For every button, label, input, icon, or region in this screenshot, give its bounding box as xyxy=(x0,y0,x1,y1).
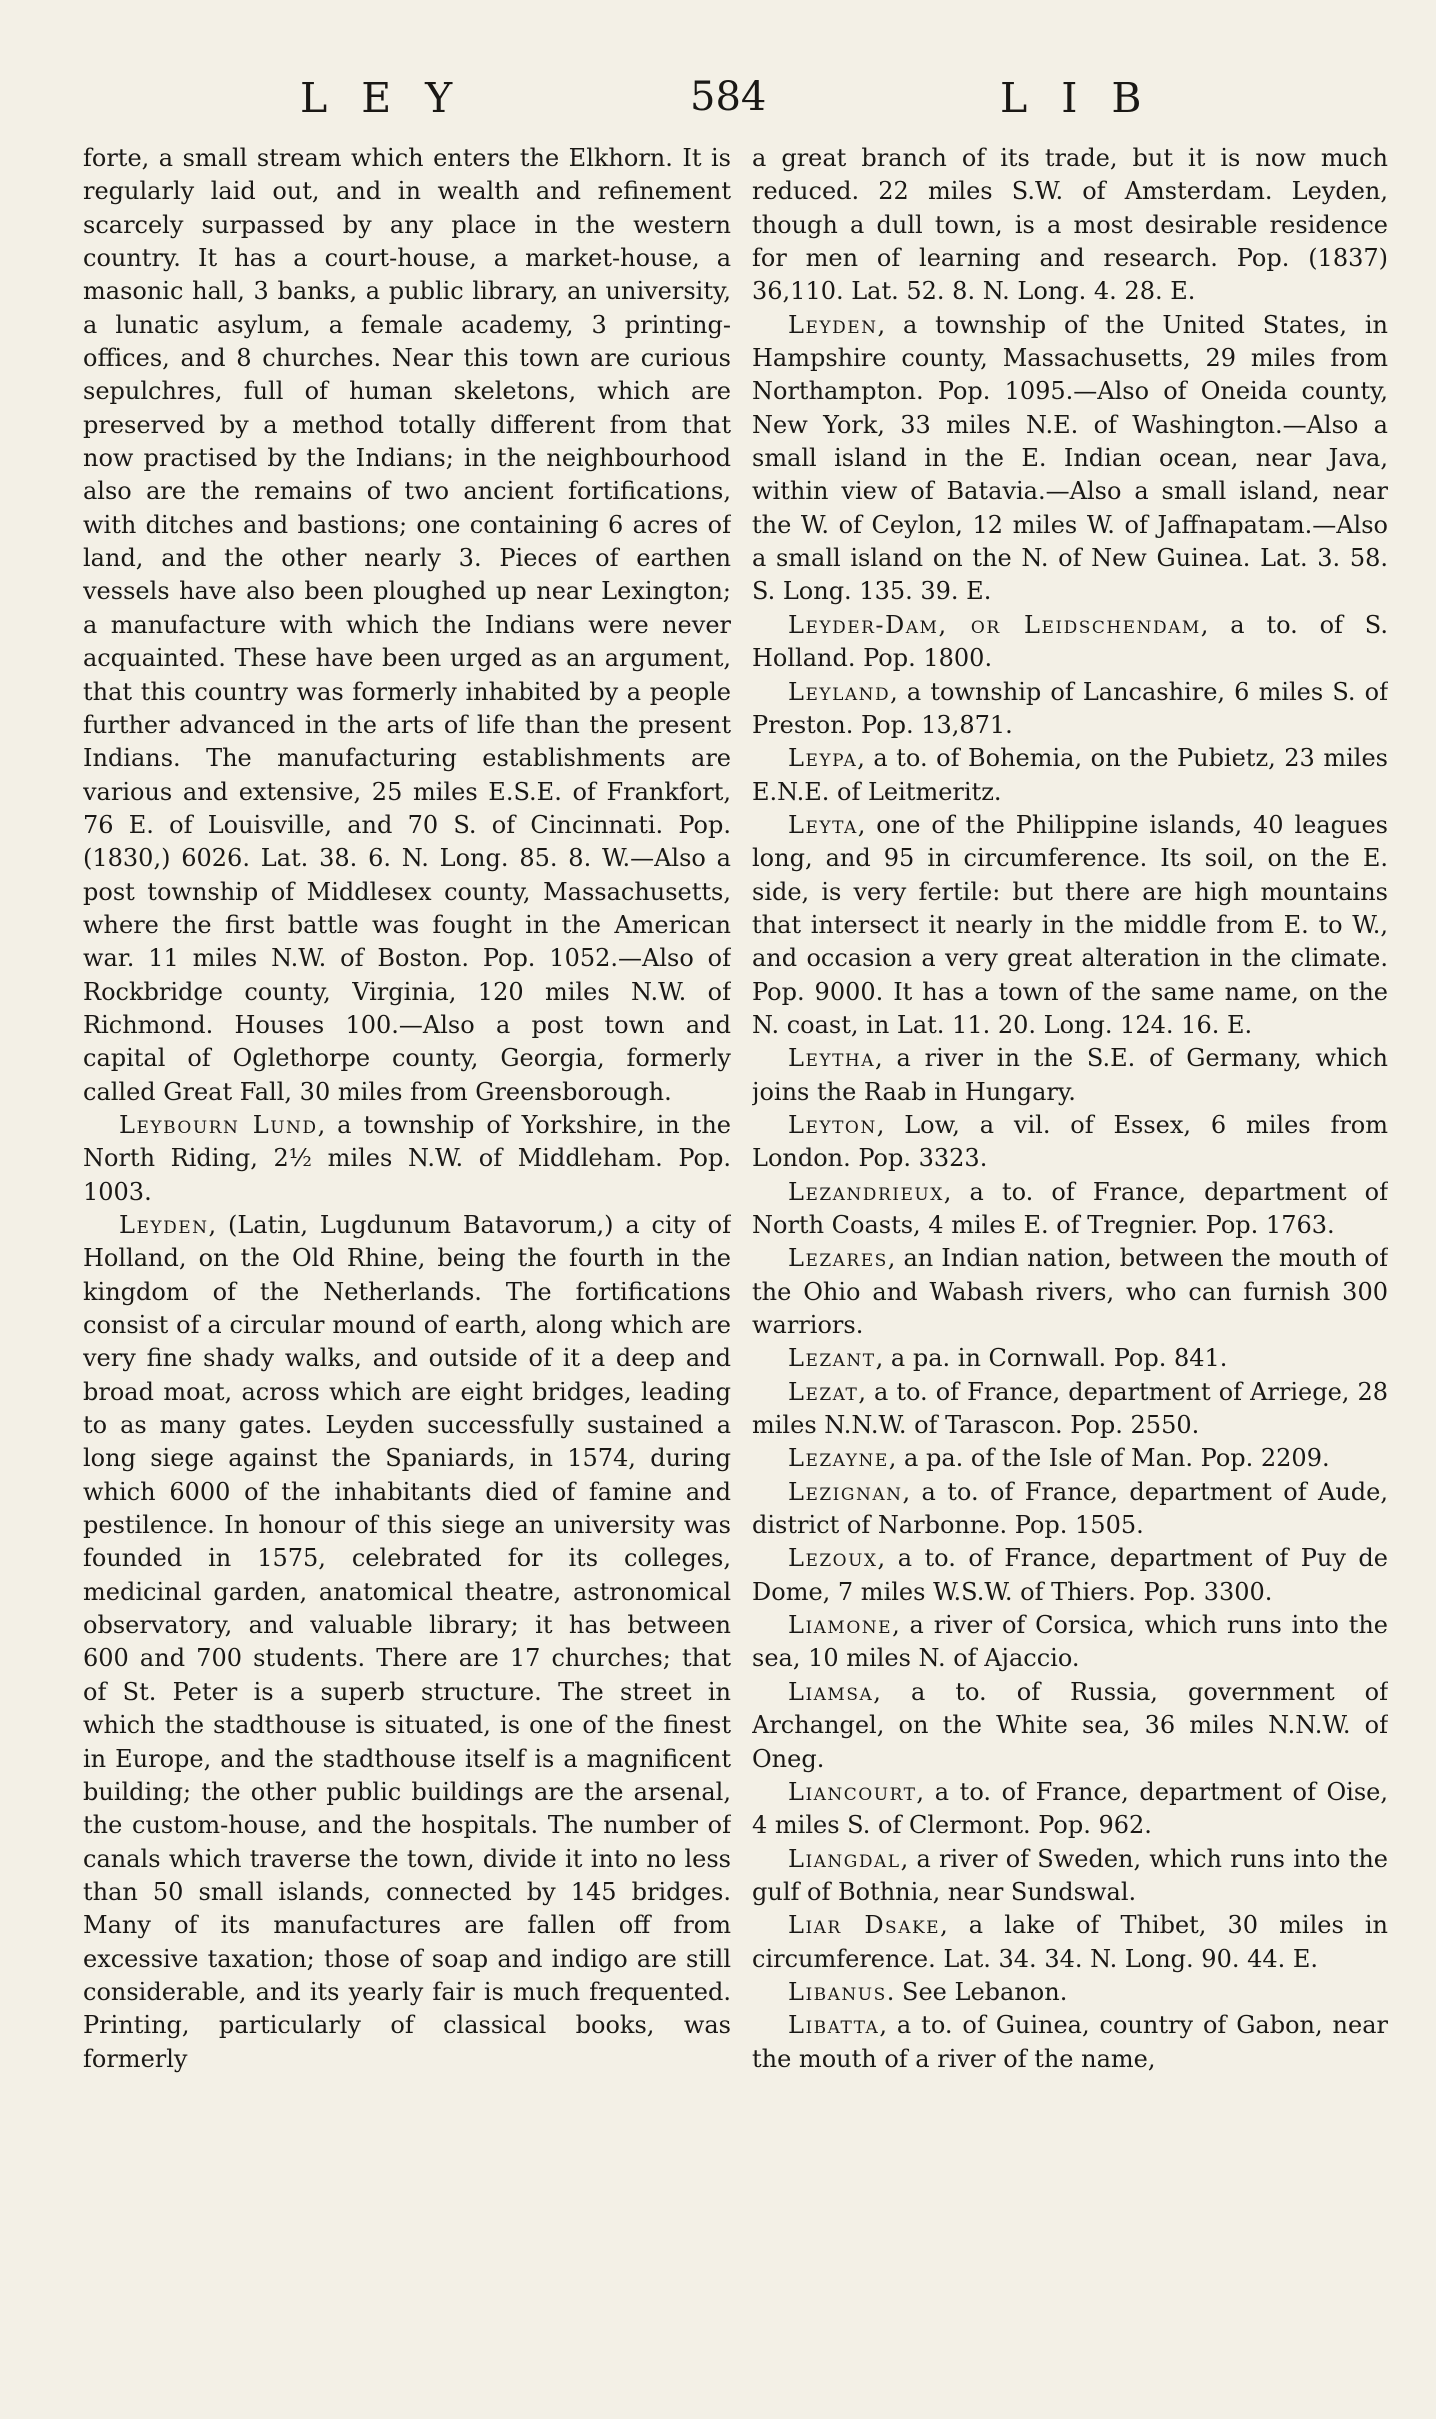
gazetteer-entry xyxy=(752,1676,1388,1776)
entry-text: , a to. of Bohemia, on the Pubietz, 23 miles E.N.E. of Leitmeritz. xyxy=(752,744,1388,806)
gazetteer-entry xyxy=(752,676,1388,743)
gazetteer-entry xyxy=(752,2009,1388,2076)
entry-headword: Liamsa xyxy=(788,1677,874,1706)
header-left-guide: LEY xyxy=(300,74,487,122)
entry-headword: Lezayne xyxy=(788,1444,889,1473)
entry-headword: Libanus xyxy=(788,1977,887,2006)
entry-text: a great branch of its trade, but it is now much reduced. 22 miles S.W. of Amsterdam. Leyden, though a dull town, is a most desirable residence for men of learning and research. Pop. (1837) 36,110. Lat. 52. 8. N. Long. 4. 28. E. xyxy=(752,144,1388,306)
entry-headword: Leyder-Dam, or Leidschendam xyxy=(788,610,1201,639)
entry-headword: Liamone xyxy=(788,1611,893,1640)
entry-text: , one of the Philippine islands, 40 leagues long, and 95 in circumference. Its soil, on the E. side, is very fertile: but there are high mountains that intersect it nearly in the middle from E. to W., and occasion a very great alteration in the climate. Pop. 9000. It has a town of the same name, on the N. coast, in Lat. 11. 20. Long. 124. 16. E. xyxy=(752,810,1388,1039)
entry-text: , a pa. of the Isle of Man. Pop. 2209. xyxy=(888,1444,1330,1473)
entry-headword: Leyta xyxy=(788,810,858,839)
entry-text: , (Latin, Lugdunum Batavorum,) a city of Holland, on the Old Rhine, being the fourth in the kingdom of the Netherlands. The fortifications consist of a circular mound of earth, along which are very fine shady walks, and outside of it a deep and broad moat, across which are eight bridges, leading to as many gates. Leyden successfully sustained a long siege against the Spaniards, in 1574, during which 6000 of the inhabitants died of famine and pestilence. In honour of this siege an university was founded in 1575, celebrated for its colleges, medicinal garden, anatomical theatre, astronomical observatory, and valuable library; it has between 600 and 700 students. There are 17 churches; that of St. Peter is a superb structure. The street in which the stadthouse is situated, is one of the finest in Europe, and the stadthouse itself is a magnificent building; the other public buildings are the arsenal, the custom-house, and the hospitals. The number of canals which traverse the town, divide it into no less than 50 small islands, connected by 145 bridges. Many of its manufactures are fallen off from excessive taxation; those of soap and indigo are still considerable, and its yearly fair is much frequented. Printing, particularly of classical books, was formerly xyxy=(83,1211,731,2073)
gazetteer-entry xyxy=(752,809,1388,1042)
gazetteer-entry xyxy=(752,1342,1388,1375)
entry-headword: Lezares xyxy=(788,1244,888,1273)
gazetteer-entry xyxy=(752,609,1388,676)
entry-headword: Lezoux xyxy=(788,1544,878,1573)
entry-headword: Leyden xyxy=(119,1211,209,1239)
entry-text: , a to. of Guinea, country of Gabon, near the mouth of a river of the name, xyxy=(752,2011,1388,2073)
entry-text: , a pa. in Cornwall. Pop. 841. xyxy=(875,1344,1228,1373)
entry-text: , a township of Lancashire, 6 miles S. of Preston. Pop. 13,871. xyxy=(752,677,1388,739)
entry-text: , a river of Corsica, which runs into the sea, 10 miles N. of Ajaccio. xyxy=(752,1611,1388,1673)
entry-text: , a to. of France, department of Arriege, 28 miles N.N.W. of Tarascon. Pop. 2550. xyxy=(752,1377,1388,1440)
gazetteer-entry xyxy=(752,1909,1388,1976)
entry-headword: Lezat xyxy=(788,1377,859,1406)
entry-text: , a township of Yorkshire, in the North Riding, 2½ miles N.W. of Middleham. Pop. 1003. xyxy=(83,1110,731,1206)
entry-text: , a river of Sweden, which runs into the gulf of Bothnia, near Sundswal. xyxy=(752,1844,1388,1906)
gazetteer-entry xyxy=(752,1609,1388,1676)
entry-text: , a to. of France, department of Puy de Dome, 7 miles W.S.W. of Thiers. Pop. 3300. xyxy=(752,1544,1388,1606)
entry-headword: Leybourn Lund xyxy=(119,1110,318,1139)
gazetteer-entry xyxy=(83,1209,731,2076)
entry-text: , an Indian nation, between the mouth of the Ohio and Wabash rivers, who can furnish 300 warriors. xyxy=(752,1244,1388,1340)
gazetteer-entry xyxy=(752,1442,1388,1475)
left-column xyxy=(83,142,731,2412)
entry-headword: Libatta xyxy=(788,2011,880,2040)
gazetteer-entry xyxy=(752,1476,1388,1543)
entry-headword: Lezandrieux xyxy=(788,1177,944,1206)
gazetteer-entry xyxy=(752,1976,1388,2009)
gazetteer-entry xyxy=(83,142,731,1109)
entry-headword: Liangdal xyxy=(788,1844,901,1873)
gazetteer-entry xyxy=(752,142,1388,309)
entry-text: , a lake of Thibet, 30 miles in circumference. Lat. 34. 34. N. Long. 90. 44. E. xyxy=(752,1911,1388,1973)
gazetteer-entry xyxy=(752,1776,1388,1843)
page-number: 584 xyxy=(690,74,767,120)
entry-headword: Leypa xyxy=(788,744,858,773)
entry-text: forte, a small stream which enters the Elkhorn. It is regularly laid out, and in wealth and refinement scarcely surpassed by any place in the western country. It has a court-house, a market-house, a masonic hall, 3 banks, a public library, an university, a lunatic asylum, a female academy, 3 printing-offices, and 8 churches. Near this town are curious sepulchres, full of human skeletons, which are preserved by a method totally different from that now practised by the Indians; in the neighbourhood also are the remains of two ancient fortifications, with ditches and bastions; one containing 6 acres of land, and the other nearly 3. Pieces of earthen vessels have also been ploughed up near Lexington; a manufacture with which the Indians were never acquainted. These have been urged as an argument, that this country was formerly inhabited by a people further advanced in the arts of life than the present Indians. The manufacturing establishments are various and extensive, 25 miles E.S.E. of Frankfort, 76 E. of Louisville, and 70 S. of Cincinnati. Pop. (1830,) 6026. Lat. 38. 6. N. Long. 85. 8. W.—Also a post township of Middlesex county, Massachusetts, where the first battle was fought in the American war. 11 miles N.W. of Boston. Pop. 1052.—Also of Rockbridge county, Virginia, 120 miles N.W. of Richmond. Houses 100.—Also a post town and capital of Oglethorpe county, Georgia, formerly called Great Fall, 30 miles from Greensborough. xyxy=(83,144,731,1106)
entry-text: , a township of the United States, in Hampshire county, Massachusetts, 29 miles from Northampton. Pop. 1095.—Also of Oneida county, New York, 33 miles N.E. of Washington.—Also a small island in the E. Indian ocean, near Java, within view of Batavia.—Also a small island, near the W. of Ceylon, 12 miles W. of Jaffnapatam.—Also a small island on the N. of New Guinea. Lat. 3. 58. S. Long. 135. 39. E. xyxy=(752,310,1388,606)
entry-text: , a to. of S. Holland. Pop. 1800. xyxy=(752,610,1388,673)
entry-headword: Liancourt xyxy=(788,1777,917,1806)
gazetteer-entry xyxy=(83,1109,731,1209)
entry-text: , a to. of France, department of Oise, 4 miles S. of Clermont. Pop. 962. xyxy=(752,1777,1388,1840)
entry-text: , Low, a vil. of Essex, 6 miles from London. Pop. 3323. xyxy=(752,1110,1388,1173)
right-column xyxy=(752,142,1388,2412)
gazetteer-entry xyxy=(752,1376,1388,1443)
entry-headword: Leyland xyxy=(788,677,891,706)
entry-text: , a to. of France, department of North Coasts, 4 miles E. of Tregnier. Pop. 1763. xyxy=(752,1177,1388,1239)
gazetteer-entry xyxy=(752,1109,1388,1176)
entry-headword: Leyton xyxy=(788,1110,877,1139)
gazetteer-entry xyxy=(752,1176,1388,1243)
gazetteer-entry xyxy=(752,309,1388,609)
gazetteer-entry xyxy=(752,1542,1388,1609)
gazetteer-entry xyxy=(752,1042,1388,1109)
entry-headword: Lezant xyxy=(788,1344,876,1373)
header-right-guide: LIB xyxy=(1000,74,1176,122)
entry-headword: Leyden xyxy=(788,310,878,339)
entry-text: , a river in the S.E. of Germany, which joins the Raab in Hungary. xyxy=(752,1044,1388,1106)
entry-text: , a to. of France, department of Aude, district of Narbonne. Pop. 1505. xyxy=(752,1477,1388,1540)
gazetteer-entry xyxy=(752,1843,1388,1910)
entry-text: , a to. of Russia, government of Archangel, on the White sea, 36 miles N.N.W. of Oneg. xyxy=(752,1677,1388,1773)
gazetteer-entry xyxy=(752,742,1388,809)
entry-headword: Liar Dsake xyxy=(788,1911,941,1940)
gazetteer-entry xyxy=(752,1242,1388,1342)
entry-text: . See Lebanon. xyxy=(886,1977,1068,2006)
entry-headword: Leytha xyxy=(788,1044,876,1073)
running-header xyxy=(0,74,1436,134)
entry-headword: Lezignan xyxy=(788,1477,903,1506)
